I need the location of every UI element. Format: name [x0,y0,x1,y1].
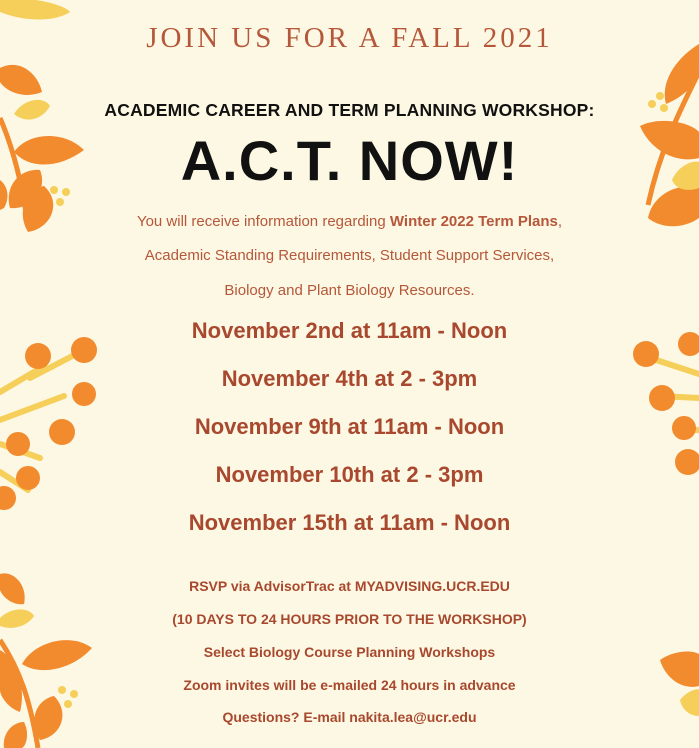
session-date: November 2nd at 11am - Noon [191,318,508,343]
info-line-2: Academic Standing Requirements, Student Support Services, [144,247,555,264]
orange-leaf [4,722,27,748]
workshop-subtitle: ACADEMIC CAREER AND TERM PLANNING WORKSHOP: [104,100,595,120]
rsvp-window-line: (10 DAYS TO 24 HOURS PRIOR TO THE WORKSHOP) [172,611,527,627]
session-date: November 4th at 2 - 3pm [221,366,478,391]
act-now-headline: A.C.T. NOW! [180,129,519,192]
questions-contact-line: Questions? E-mail nakita.lea@ucr.edu [222,709,477,725]
info-line-3: Biology and Plant Biology Resources. [224,282,475,299]
orange-berry [0,486,16,510]
info-line-1: You will receive information regarding Winter 2022 Term Plans, [136,213,563,230]
orange-leaf [0,65,42,95]
join-us-kicker: JOIN US FOR A FALL 2021 [146,22,553,54]
rsvp-line: RSVP via AdvisorTrac at MYADVISING.UCR.EDU [189,578,510,594]
orange-berry [633,341,659,367]
term-plans-highlight: Winter 2022 Term Plans [389,213,558,230]
select-workshops-line: Select Biology Course Planning Workshops [203,644,496,660]
session-date: November 15th at 11am - Noon [188,510,511,535]
session-date: November 9th at 11am - Noon [194,414,505,439]
session-date: November 10th at 2 - 3pm [215,462,484,487]
zoom-invite-line: Zoom invites will be e-mailed 24 hours in advance [183,677,516,693]
yellow-leaf [0,0,70,19]
